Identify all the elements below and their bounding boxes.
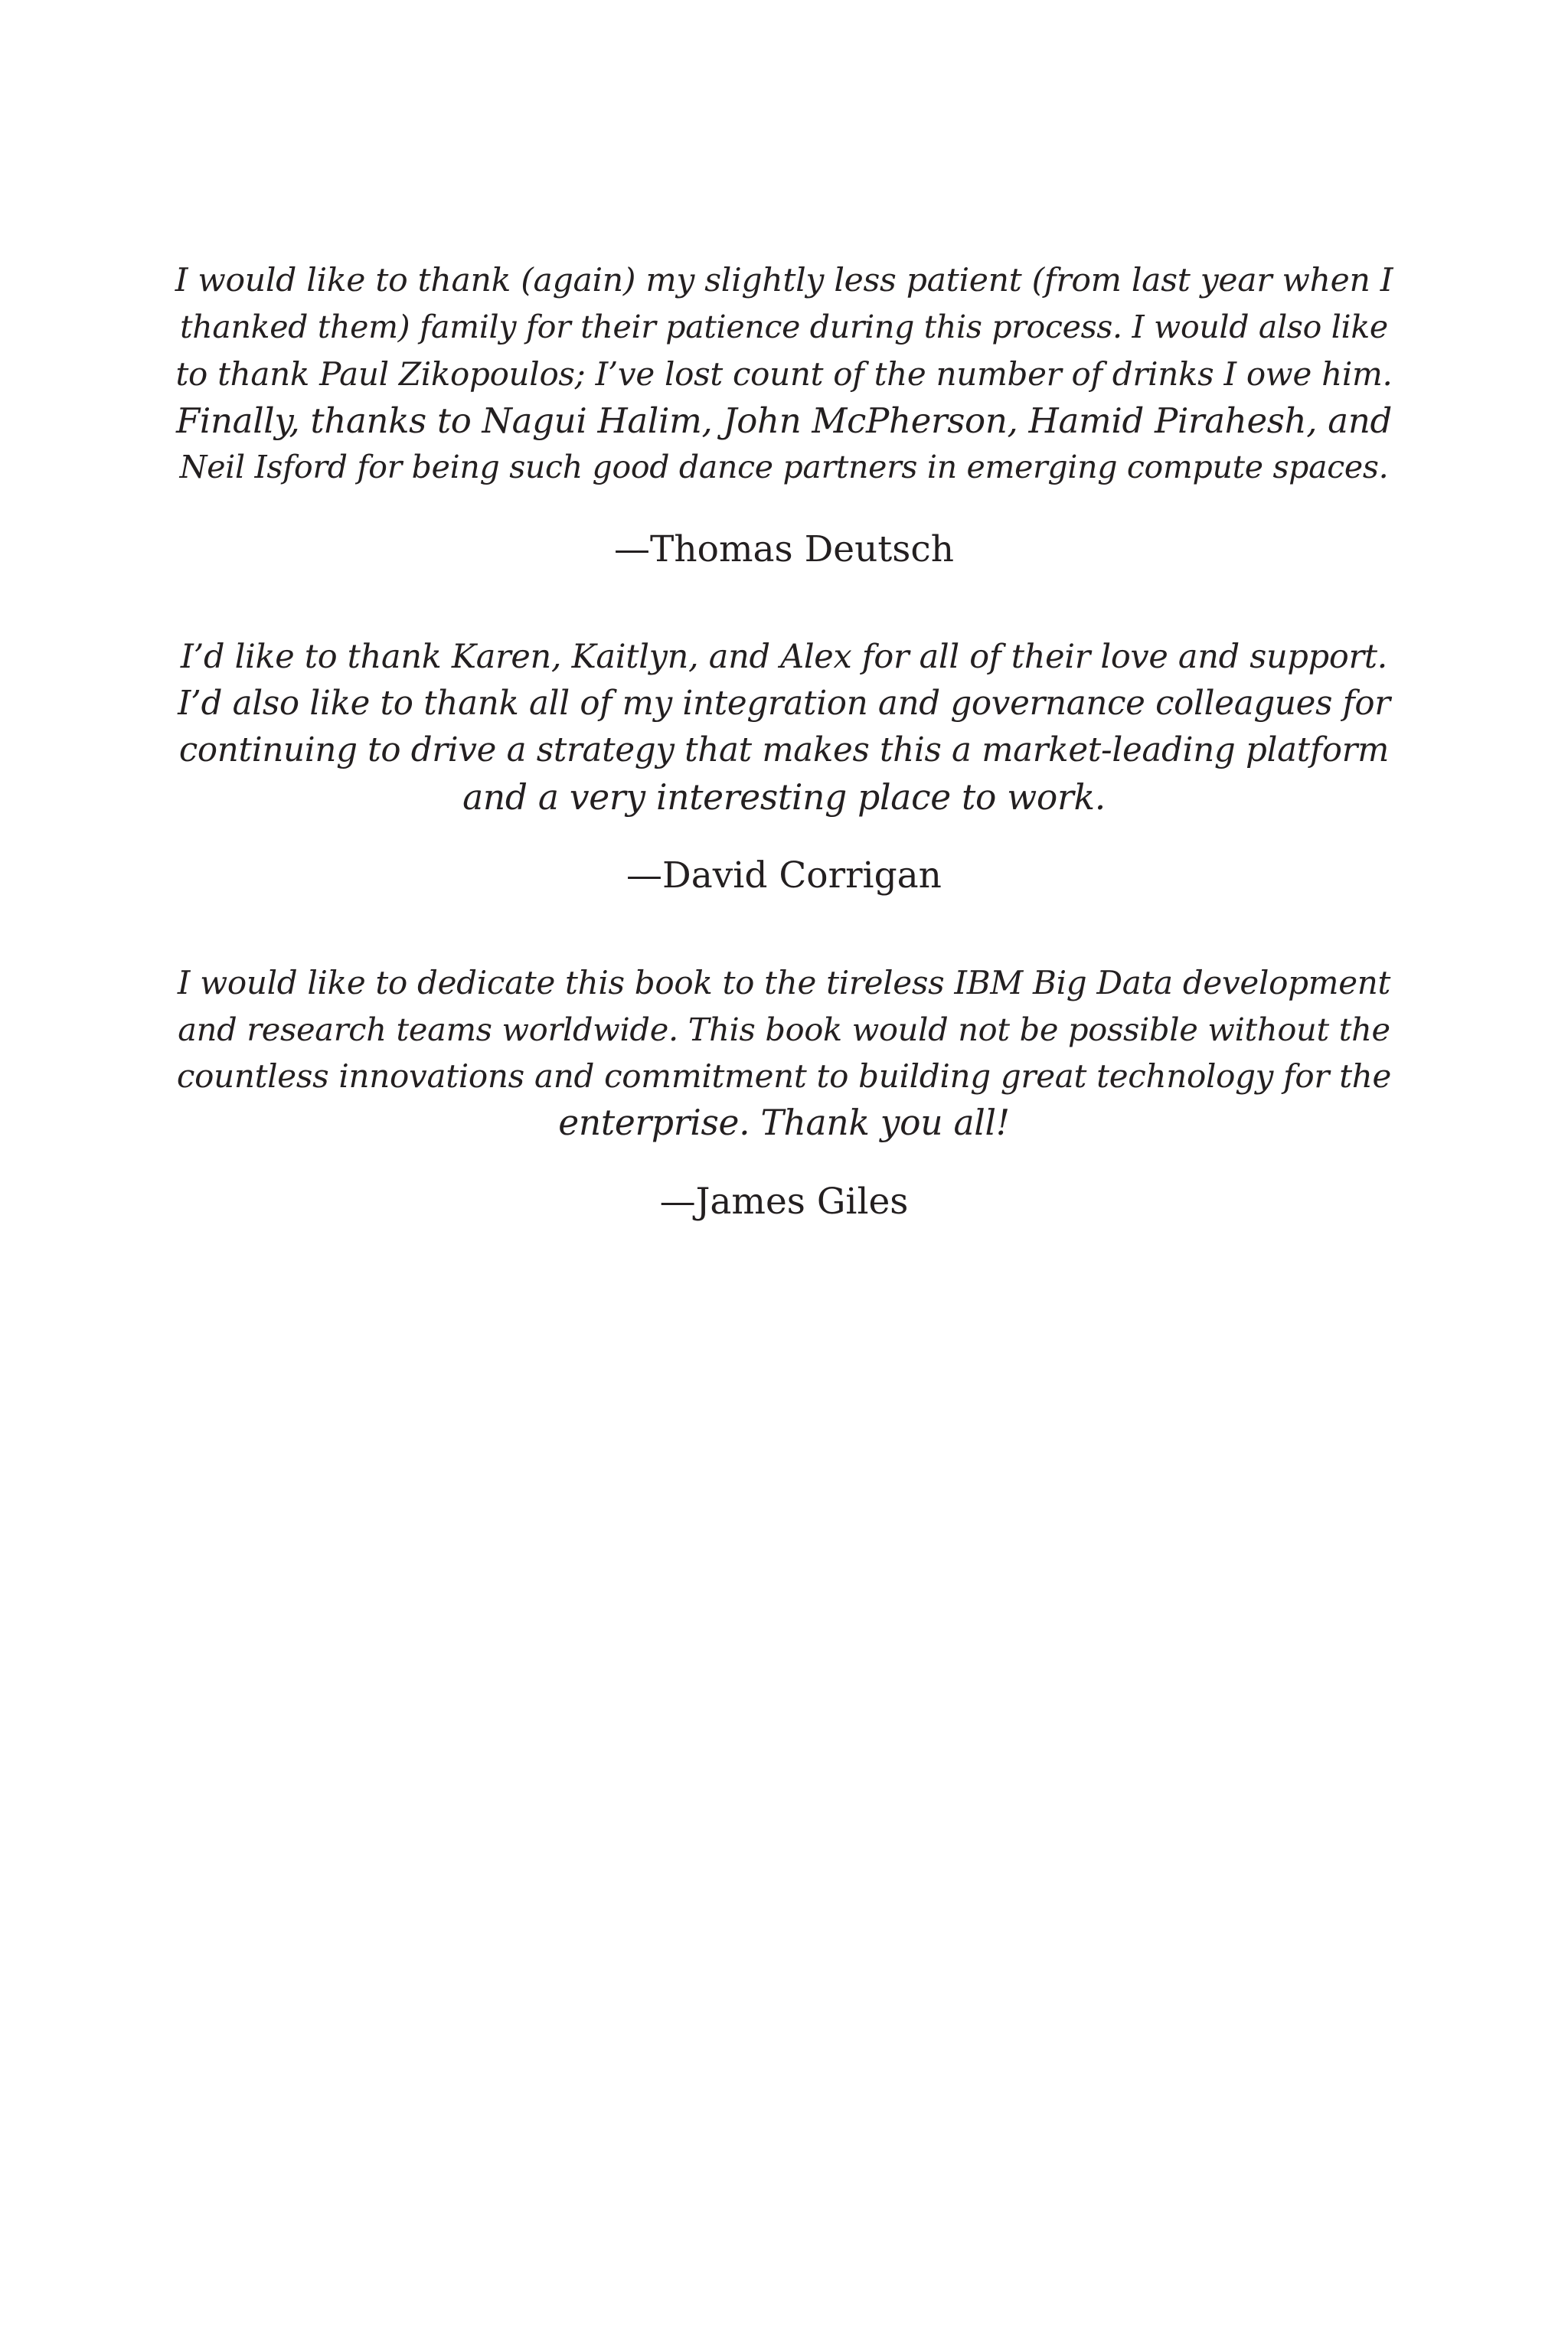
- signature-james-giles: —James Giles: [659, 1181, 909, 1223]
- dedication-line: countless innovations and commitment to building great technology for the: [176, 1057, 1392, 1095]
- dedication-line: Finally, thanks to Nagui Halim, John McPherson, Hamid Pirahesh, and: [175, 400, 1393, 441]
- dedication-paragraph-3: [175, 959, 1393, 1146]
- dedication-line: I would like to dedicate this book to the tireless IBM Big Data development: [177, 964, 1391, 1001]
- dedication-line: Neil Isford for being such good dance partners in emerging compute spaces.: [179, 449, 1389, 485]
- dedication-line: continuing to drive a strategy that makes this a market-leading platform: [178, 731, 1390, 769]
- dedication-line: and a very interesting place to work.: [462, 777, 1106, 818]
- dedication-line: I’d also like to thank all of my integration and governance colleagues for: [178, 684, 1390, 723]
- signature-thomas-deutsch: —Thomas Deutsch: [614, 528, 954, 570]
- dedication-line: thanked them) family for their patience during this process. I would also like: [180, 309, 1388, 345]
- dedication-line: to thank Paul Zikopoulos; I’ve lost count of the number of drinks I owe him.: [175, 355, 1393, 393]
- dedication-paragraph-2: [175, 634, 1393, 821]
- dedication-line: and research teams worldwide. This book would not be possible without the: [178, 1011, 1390, 1048]
- dedication-line: I’d like to thank Karen, Kaitlyn, and Alex for all of their love and support.: [180, 638, 1388, 676]
- dedication-line: enterprise. Thank you all!: [558, 1102, 1010, 1143]
- dedication-line: I would like to thank (again) my slightly less patient (from last year when I: [175, 262, 1393, 299]
- dedication-paragraph-1: [175, 257, 1393, 491]
- signature-david-corrigan: —David Corrigan: [626, 854, 942, 897]
